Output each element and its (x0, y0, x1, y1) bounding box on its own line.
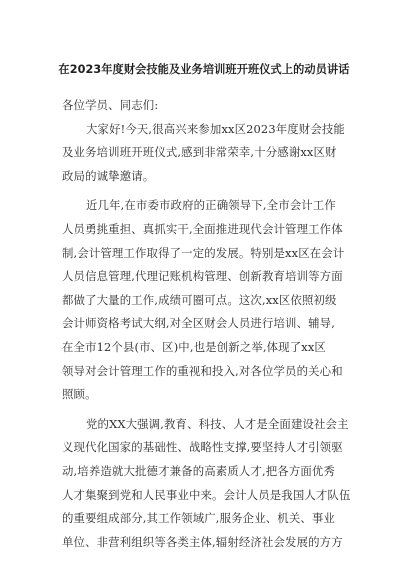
body-text-line: 各位学员、同志们: (62, 98, 159, 112)
document-title: 在2023年度财会技能及业务培训班开班仪式上的动员讲话 (58, 63, 350, 76)
body-text-line: 都做了大量的工作,成绩可圈可点。这次,xx区依照初级 (62, 292, 337, 307)
body-text-line: 党的XX大强调,教育、科技、人才是全面建设社会主 (86, 416, 349, 431)
body-text-line: 大家好!今天,很高兴来参加xx区2023年度财会技能 (86, 121, 345, 136)
body-text-line: 人员勇挑重担、真抓实干,全面推进现代会计管理工作体 (62, 221, 343, 236)
body-text-line: 会计师资格考试大纲,对全区财会人员进行培训、辅导, (62, 316, 335, 331)
body-text-line: 单位、非营利组织等各类主体,辐射经济社会发展的方方 (62, 534, 343, 549)
body-text-line: 的重要组成部分,其工作领域广,服务企业、机关、事业 (62, 511, 335, 526)
body-text-line: 动,培养造就大批德才兼备的高素质人才,把各方面优秀 (62, 463, 335, 478)
body-text-line: 人才集聚到党和人民事业中来。会计人员是我国人才队伍 (62, 487, 351, 502)
body-text-line: 照顾。 (62, 387, 97, 402)
body-text-line: 在全市12个县(市、区)中,也是创新之举,体现了xx区 (62, 339, 326, 354)
body-text-line: 及业务培训班开班仪式,感到非常荣幸,十分感谢xx区财 (62, 145, 337, 160)
body-text-line: 制,会计管理工作取得了一定的发展。特别是xx区在会计 (62, 245, 345, 260)
body-text-line: 近几年,在市委市政府的正确领导下,全市会计工作 (86, 198, 336, 213)
body-text-line: 领导对会计管理工作的重视和投入,对各位学员的关心和 (62, 363, 343, 378)
body-text-line: 人员信息管理,代理记账机构管理、创新教育培训等方面 (62, 269, 343, 284)
body-text-line: 政局的诚挚邀请。 (62, 168, 155, 183)
document-body (62, 94, 352, 554)
body-text-line: 义现代化国家的基础性、战略性支撑,要坚持人才引领驱 (62, 440, 343, 455)
